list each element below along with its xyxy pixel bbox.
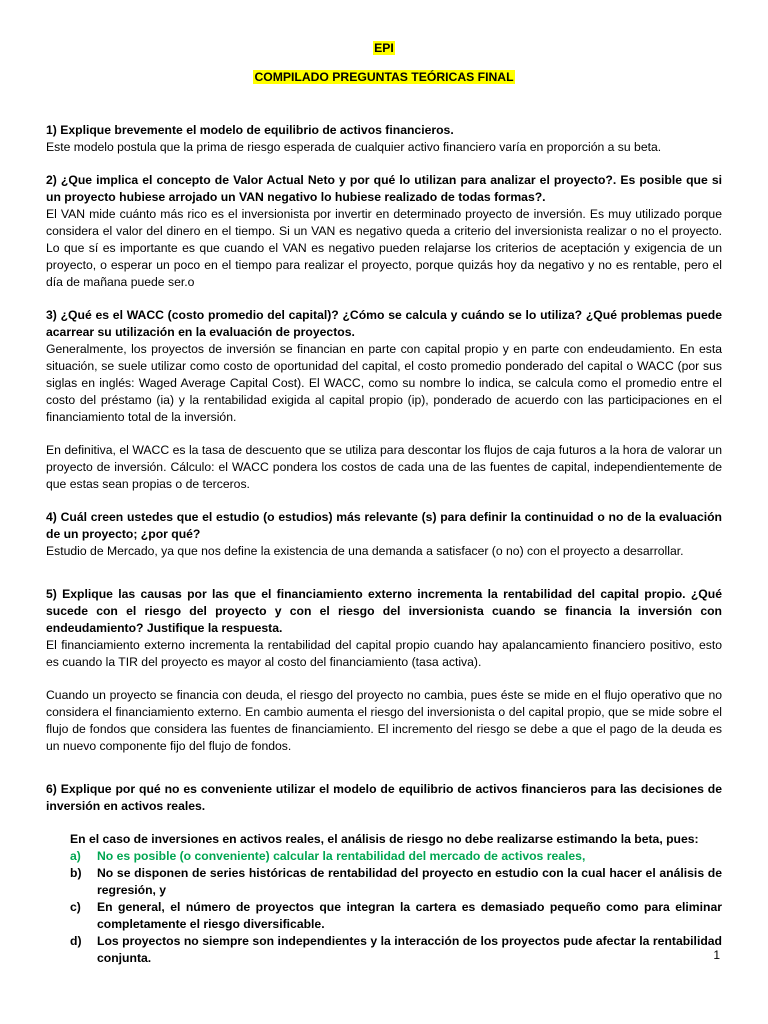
- question-5: [46, 586, 722, 755]
- question-6-list-intro: En el caso de inversiones en activos reales, el análisis de riesgo no debe realizarse estimando la beta, pues:: [70, 832, 699, 846]
- document-page: [46, 38, 722, 967]
- answer-2-p1: El VAN mide cuánto más rico es el inversionista por invertir en determinado proyecto de inversión. Es muy utilizado porque considera el valor del dinero en el tiempo. Si un VAN es negativo queda a criterio del inversionista realizar o no el proyecto. Lo que sí es importante es que cuando el VAN es negativo pueden relajarse los criterios de aceptación y exigencia de un proyecto, o esperar un poco en el tiempo para realizar el proyecto, porque quizás hoy da negativo y no es rentable, pero el día de mañana puede ser.o: [46, 207, 722, 289]
- list-item-text: No es posible (o conveniente) calcular la rentabilidad del mercado de activos reales,: [97, 849, 586, 863]
- question-2-text: 2) ¿Que implica el concepto de Valor Actual Neto y por qué lo utilizan para analizar el proyecto?. Es posible que si un proyecto hubiese arrojado un VAN negativo lo hubiese realizado de todas formas?.: [46, 173, 722, 204]
- document-subtitle: COMPILADO PREGUNTAS TEÓRICAS FINAL: [254, 70, 514, 84]
- answer-4-p1: Estudio de Mercado, ya que nos define la existencia de una demanda a satisfacer (o no) con el proyecto a desarrollar.: [46, 544, 684, 558]
- answer-5-p2: Cuando un proyecto se financia con deuda, el riesgo del proyecto no cambia, pues éste se mide en el flujo operativo que no considera el financiamiento externo. En cambio aumenta el riesgo del inversionista o del capital propio, que se mide sobre el flujo de fondos que considera las fuentes de financiamiento. El incremento del riesgo se debe a que el pago de la deuda es un nuevo componente fijo del flujo de fondos.: [46, 688, 722, 753]
- question-1: [46, 122, 722, 156]
- list-item: [70, 848, 722, 865]
- list-item-marker: a): [70, 849, 81, 863]
- question-6: [46, 781, 722, 967]
- page-number: 1: [713, 948, 720, 962]
- question-5-text: 5) Explique las causas por las que el financiamiento externo incrementa la rentabilidad del capital propio. ¿Qué sucede con el riesgo del proyecto y con el riesgo del inversionista cuando se financia la inversión con endeudamiento? Justifique la respuesta.: [46, 587, 722, 635]
- question-1-text: 1) Explique brevemente el modelo de equilibrio de activos financieros.: [46, 123, 454, 137]
- document-title: EPI: [374, 41, 394, 55]
- title-block: [46, 40, 722, 57]
- list-item: [70, 933, 722, 967]
- answer-5-p1: El financiamiento externo incrementa la rentabilidad del capital propio cuando hay apalancamiento financiero positivo, esto es cuando la TIR del proyecto es mayor al costo del financiamiento (tasa activa).: [46, 638, 722, 669]
- question-3-text: 3) ¿Qué es el WACC (costo promedio del capital)? ¿Cómo se calcula y cuándo se lo utiliza? ¿Qué problemas puede acarrear su utilización en la evaluación de proyectos.: [46, 308, 722, 339]
- question-3: [46, 307, 722, 493]
- list-item-marker: d): [70, 934, 82, 948]
- question-6-text: 6) Explique por qué no es conveniente utilizar el modelo de equilibrio de activos financieros para las decisiones de inversión en activos reales.: [46, 782, 722, 813]
- answer-1-p1: Este modelo postula que la prima de riesgo esperada de cualquier activo financiero varía en proporción a su beta.: [46, 140, 662, 154]
- subtitle-block: [46, 69, 722, 86]
- list-item-marker: b): [70, 866, 82, 880]
- list-item: [70, 865, 722, 899]
- answer-3-p2: En definitiva, el WACC es la tasa de descuento que se utiliza para descontar los flujos de caja futuros a la hora de valorar un proyecto de inversión. Cálculo: el WACC pondera los costos de cada una de las fuentes de capital, independientemente de que estas sean propias o de terceros.: [46, 443, 722, 491]
- list-item: [70, 899, 722, 933]
- question-4-text: 4) Cuál creen ustedes que el estudio (o estudios) más relevante (s) para definir la continuidad o no de la evaluación de un proyecto; ¿por qué?: [46, 510, 722, 541]
- list-item-text: En general, el número de proyectos que integran la cartera es demasiado pequeño como para eliminar completamente el riesgo diversificable.: [97, 900, 722, 931]
- list-item-marker: c): [70, 900, 81, 914]
- list-item-text: No se disponen de series históricas de rentabilidad del proyecto en estudio con la cual hacer el análisis de regresión, y: [97, 866, 722, 897]
- question-6-list: [70, 848, 722, 967]
- question-4: [46, 509, 722, 560]
- list-item-text: Los proyectos no siempre son independientes y la interacción de los proyectos pude afectar la rentabilidad conjunta.: [97, 934, 722, 965]
- answer-3-p1: Generalmente, los proyectos de inversión se financian en parte con capital propio y en parte con endeudamiento. En esta situación, se suele utilizar como costo de oportunidad del capital, el costo promedio ponderado del capital o WACC (por sus siglas en inglés: Waged Average Capital Cost). El WACC, como su nombre lo indica, se calcula como el promedio entre el costo del préstamo (ia) y la rentabilidad exigida al capital propio (ip), ponderado de acuerdo con las participaciones en el financiamiento total de la inversión.: [46, 342, 722, 424]
- question-2: [46, 172, 722, 291]
